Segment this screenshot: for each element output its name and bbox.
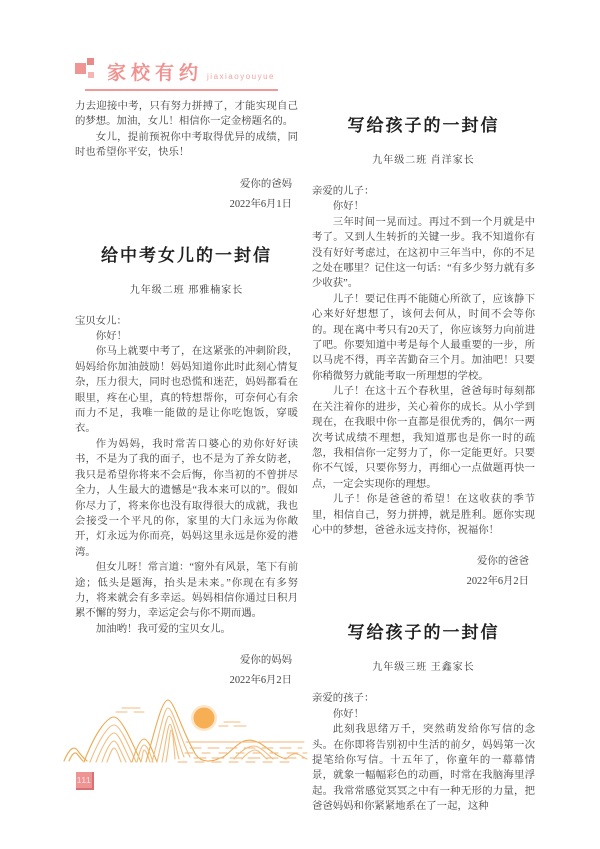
sun-icon bbox=[194, 708, 215, 729]
letter-title: 给中考女儿的一封信 bbox=[101, 245, 272, 265]
brand-title: 家校有约 bbox=[107, 63, 204, 84]
letter-paragraph: 儿子！你是爸爸的希望！在这收获的季节里，相信自己，努力拼搏，就是胜利。愿你实现心中的梦想，爸爸永远支持你，祝福你！ bbox=[312, 494, 535, 536]
letter-salutation: 亲爱的儿子： bbox=[312, 186, 375, 197]
letter-paragraph: 加油哟！我可爱的宝贝女儿。 bbox=[95, 623, 231, 635]
signoff-date: 2022年6月1日 bbox=[229, 198, 292, 210]
letter-salutation: 亲爱的孩子： bbox=[312, 693, 375, 705]
letter-paragraph: 但女儿呀！常言道：“窗外有风景，笔下有前途；低头是题海，抬头是未来。”你现在有多努力，将来就会有多幸运。妈妈相信你通过日积月累不懈的努力，幸运定会与你不期而遇。 bbox=[75, 562, 298, 620]
signoff-date: 2022年6月2日 bbox=[466, 576, 529, 588]
letter-paragraph: 力去迎接中考，只有努力拼搏了，才能实现自己的梦想。加油，女儿！相信你一定金榜题名的。 bbox=[75, 101, 298, 128]
mountain-sun-decoration bbox=[58, 696, 310, 796]
letter-byline: 九年级三班 王鑫家长 bbox=[372, 662, 475, 674]
letter-signoff bbox=[75, 651, 298, 691]
letter-paragraph: 你马上就要中考了，在这紧张的冲刺阶段，妈妈给你加油鼓励！妈妈知道你此时此刻心情复杂，压力很大，同时也恐慌和迷茫，妈妈都看在眼里，疼在心里，真的特想帮你，可奈何心有余而力不足，我唯一能做的是让你吃饱饭，穿暖衣。 bbox=[75, 346, 298, 435]
brand-pinyin: jiaxiaoyouyue bbox=[207, 72, 275, 81]
signoff-date: 2022年6月2日 bbox=[229, 675, 292, 687]
brand-logo-icon bbox=[75, 56, 99, 82]
letter-title: 写给孩子的一封信 bbox=[347, 623, 500, 643]
page-header bbox=[75, 52, 315, 94]
letter-title: 写给孩子的一封信 bbox=[347, 116, 500, 135]
signoff-name: 爱你的妈妈 bbox=[240, 655, 292, 667]
right-column bbox=[312, 99, 535, 815]
letter-salutation: 宝贝女儿： bbox=[75, 315, 127, 327]
signoff-name: 爱你的爸妈 bbox=[240, 178, 292, 190]
letter-greeting: 你好！ bbox=[332, 708, 364, 720]
letter-greeting: 你好！ bbox=[332, 201, 364, 213]
letter-paragraph: 儿子！要记住再不能随心所欲了，应该静下心来好好想想了，该何去何从，时间不会等你的。现在离中考只有20天了，你应该努力向前进了吧。你要知道中考是每个人最重要的一步，所以马虎不得，再辛苦勤奋三个月。加油吧！只要你稍微努力就能考取一所理想的学校。 bbox=[312, 293, 535, 382]
letter-paragraph: 儿子！在这十五个春秋里，爸爸每时每刻都在关注着你的进步，关心着你的成长。从小学到现在，在我眼中你一直都是很优秀的，偶尔一两次考试成绩不理想，我知道那也是你一时的疏忽，我相信你一定努力了，你一定能更好。只要你不气馁，只要你努力，再细心一点做题再快一点，一定会实现你的理想。 bbox=[312, 386, 535, 490]
signoff-name: 爱你的爸爸 bbox=[477, 556, 529, 568]
header-rule bbox=[85, 89, 278, 91]
letter-paragraph: 三年时间一晃而过。再过不到一个月就是中考了。又到人生转折的关键一步。我不知道你有没有好好考虑过，在这初中三年当中，你的不足之处在哪里？记住这一句话：“有多少努力就有多少收获”。 bbox=[312, 216, 535, 290]
letter-byline: 九年级二班 肖洋家长 bbox=[372, 155, 475, 166]
letter-signoff bbox=[75, 175, 298, 215]
letter-signoff bbox=[312, 552, 535, 592]
letter-byline: 九年级二班 邢雅楠家长 bbox=[129, 284, 244, 296]
page-number-badge: 111 bbox=[76, 772, 94, 790]
letter-paragraph: 女儿，提前预祝你中考取得优异的成绩，同时也希望你平安，快乐！ bbox=[75, 131, 298, 159]
letter-paragraph: 作为妈妈，我时常苦口婆心的劝你好好读书，不是为了我的面子，也不是为了养女防老，我只是希望你将来不会后悔，你当初的不曾拼尽全力，人生最大的遗憾是“我本来可以的”。假如你尽力了，将来你也没有取得很大的成就，我也会接受一个平凡的你，家里的大门永远为你敞开，灯永远为你而亮，妈妈这里永远是你爱的港湾。 bbox=[75, 438, 298, 558]
letter-greeting: 你好！ bbox=[95, 331, 127, 343]
letter-paragraph: 此刻我思绪万千，突然萌发给你写信的念头。在你即将告别初中生活的前夕，妈妈第一次提笔给你写信。十五年了，你童年的一幕幕情景，就象一幅幅彩色的动画，时常在我脑海里浮起。我常常感觉冥冥之中有一种无形的力量，把爸爸妈妈和你紧紧地系在了一起，这种 bbox=[312, 724, 535, 813]
